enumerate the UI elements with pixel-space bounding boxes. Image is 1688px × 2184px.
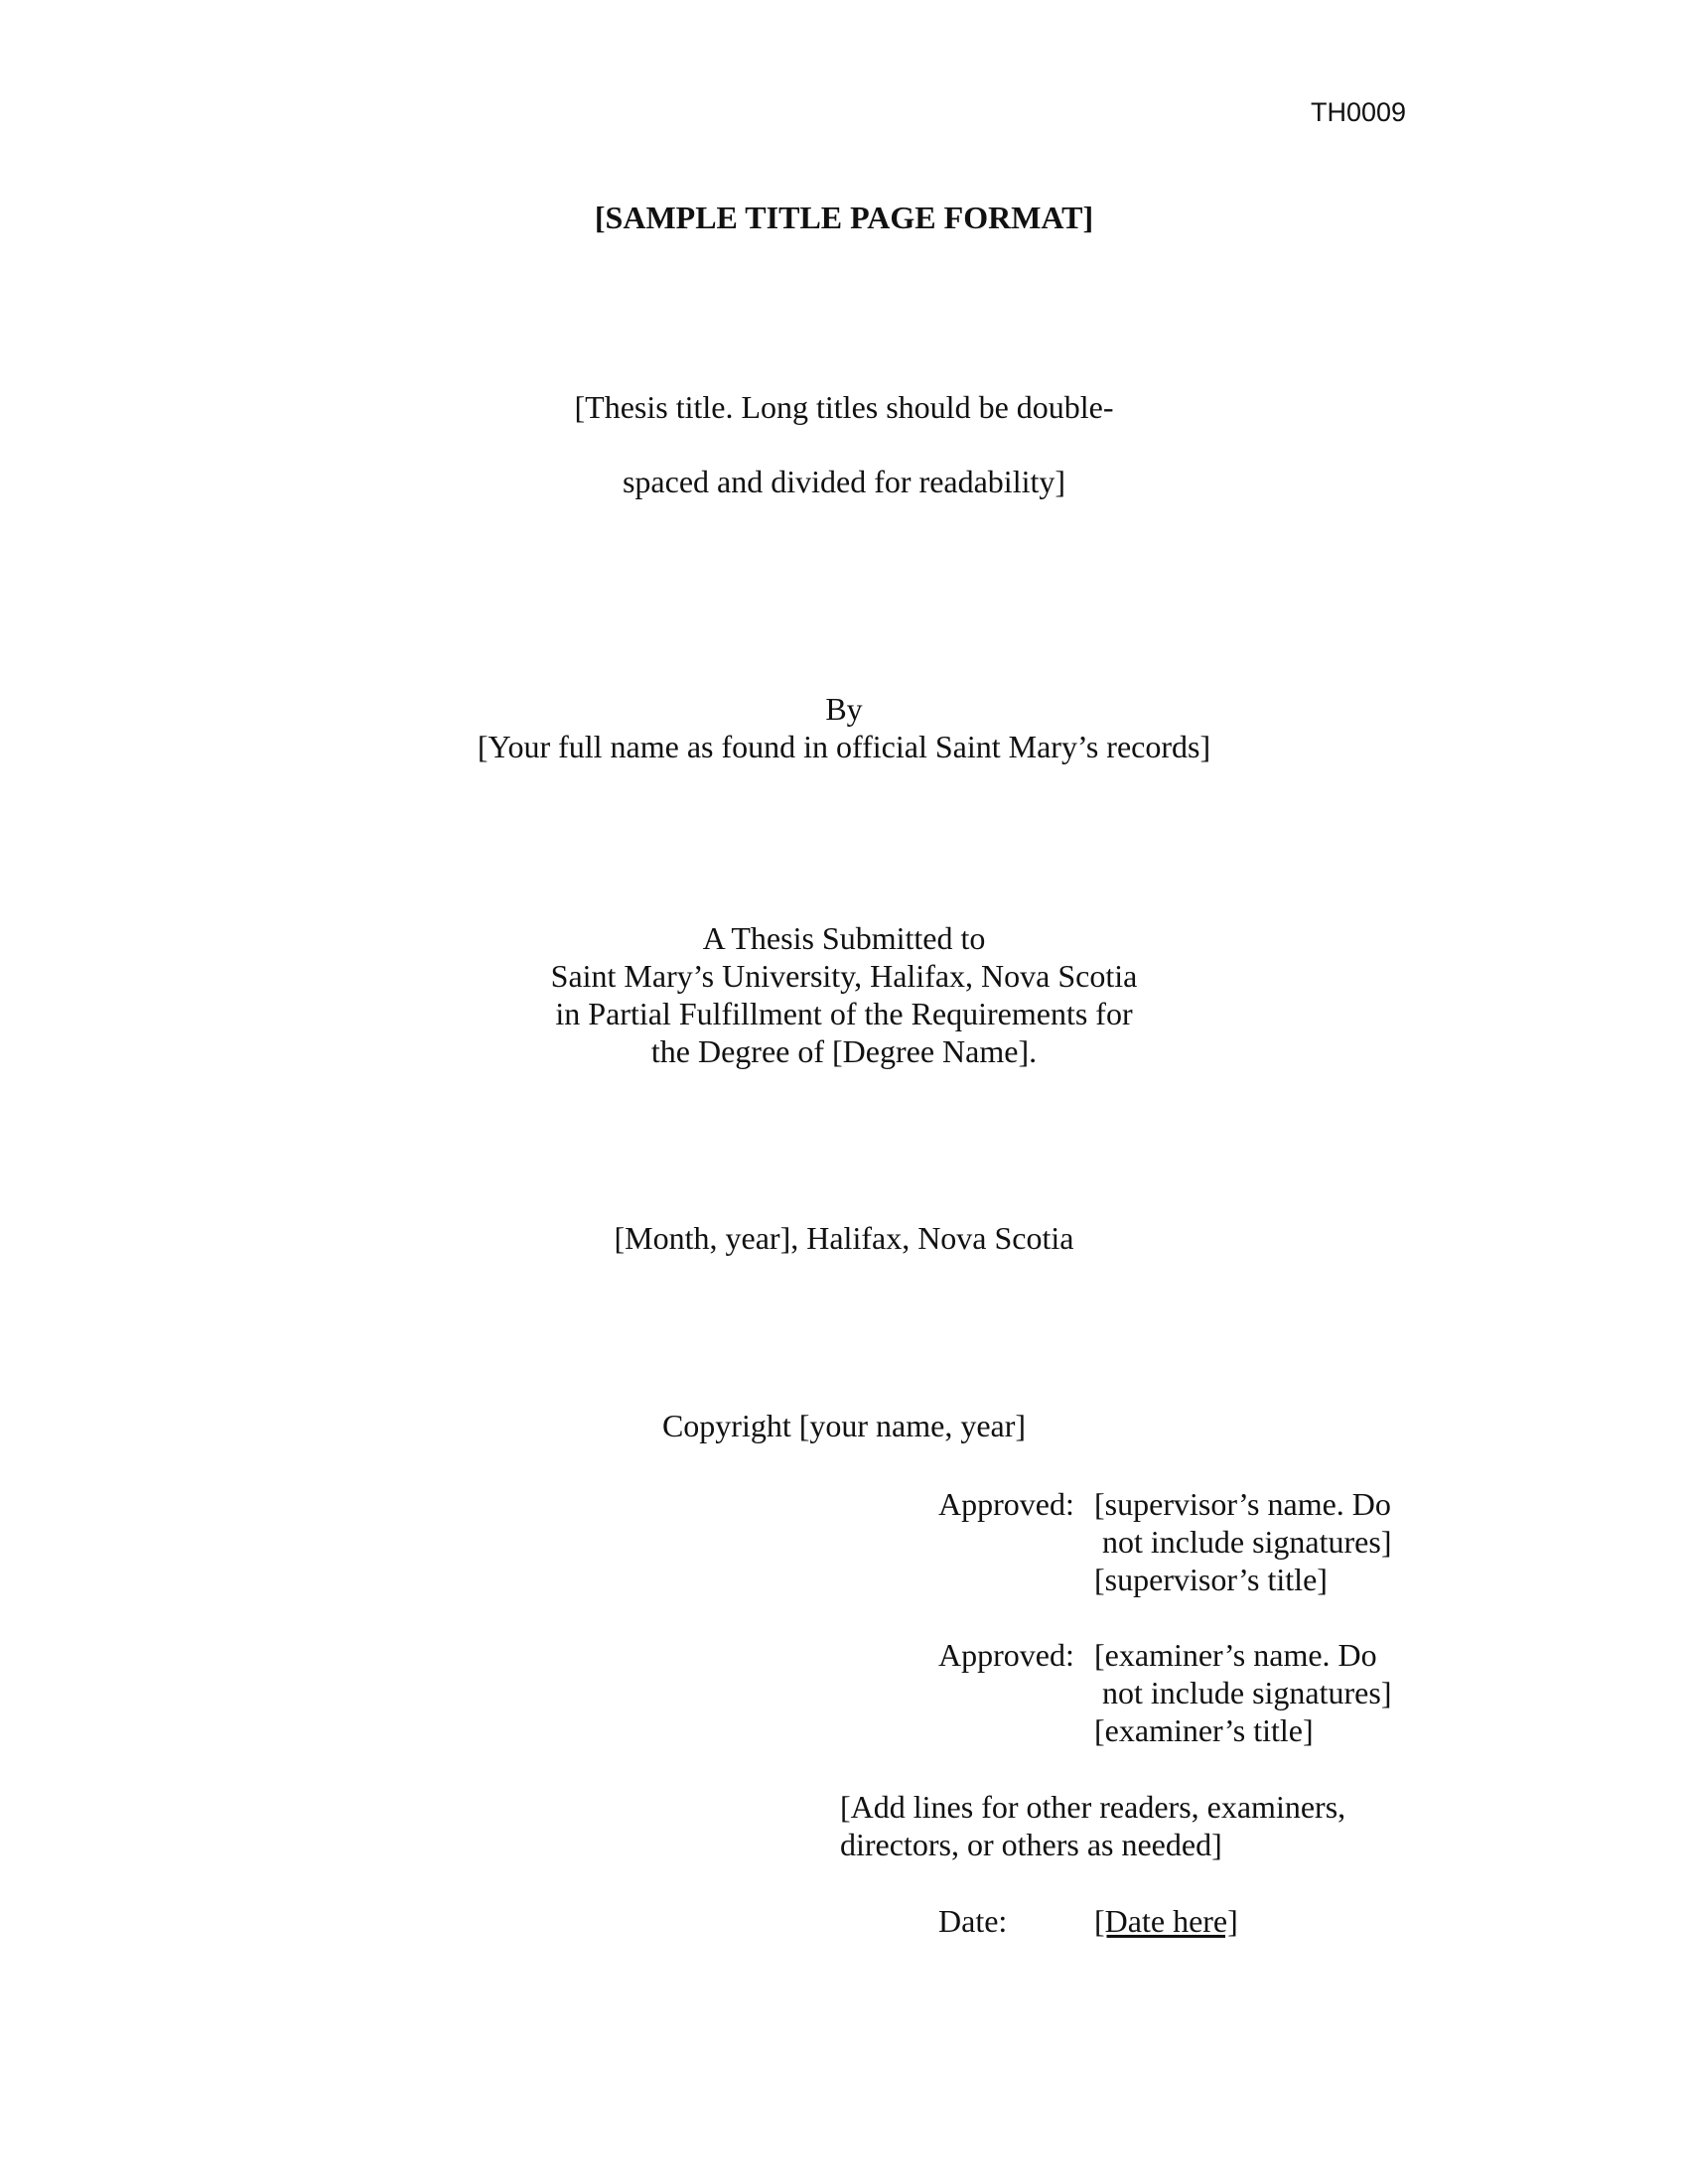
examiner-signature-note: not include signatures] [1102, 1675, 1392, 1710]
submission-line-3: in Partial Fulfillment of the Requirements for [555, 996, 1133, 1031]
approval-label: Approved: [938, 1637, 1074, 1673]
date-label: Date: [938, 1903, 1008, 1939]
page-heading: [SAMPLE TITLE PAGE FORMAT] [594, 200, 1094, 235]
date-value: [Date here] [1094, 1903, 1238, 1939]
document-code: TH0009 [1311, 97, 1407, 127]
additional-readers-note [840, 1788, 1345, 1863]
approval-label: Approved: [938, 1486, 1074, 1522]
supervisor-signature-note: not include signatures] [1102, 1524, 1392, 1560]
examiner-title-line: [examiner’s title] [1094, 1712, 1314, 1748]
additional-note-line-1: [Add lines for other readers, examiners, [840, 1789, 1346, 1825]
submission-statement [0, 919, 1688, 1070]
by-label: By [825, 691, 863, 727]
author-name-line: [Your full name as found in official Saint Mary’s records] [477, 729, 1211, 764]
submission-line-2: Saint Mary’s University, Halifax, Nova Scotia [550, 958, 1138, 994]
supervisor-name-line: [supervisor’s name. Do [1094, 1486, 1391, 1522]
examiner-details [1094, 1636, 1391, 1749]
author-block [0, 690, 1688, 765]
submission-line-1: A Thesis Submitted to [702, 920, 986, 956]
copyright-line: Copyright [your name, year] [661, 1408, 1027, 1443]
supervisor-details [1094, 1485, 1391, 1598]
thesis-title-line-1: [Thesis title. Long titles should be double- [574, 389, 1114, 425]
additional-note-line-2: directors, or others as needed] [840, 1827, 1222, 1862]
supervisor-title-line: [supervisor’s title] [1094, 1562, 1328, 1597]
place-and-date: [Month, year], Halifax, Nova Scotia [614, 1220, 1074, 1256]
thesis-title-line-2: spaced and divided for readability] [622, 464, 1066, 499]
submission-line-4: the Degree of [Degree Name]. [650, 1033, 1038, 1069]
examiner-name-line: [examiner’s name. Do [1094, 1637, 1377, 1673]
